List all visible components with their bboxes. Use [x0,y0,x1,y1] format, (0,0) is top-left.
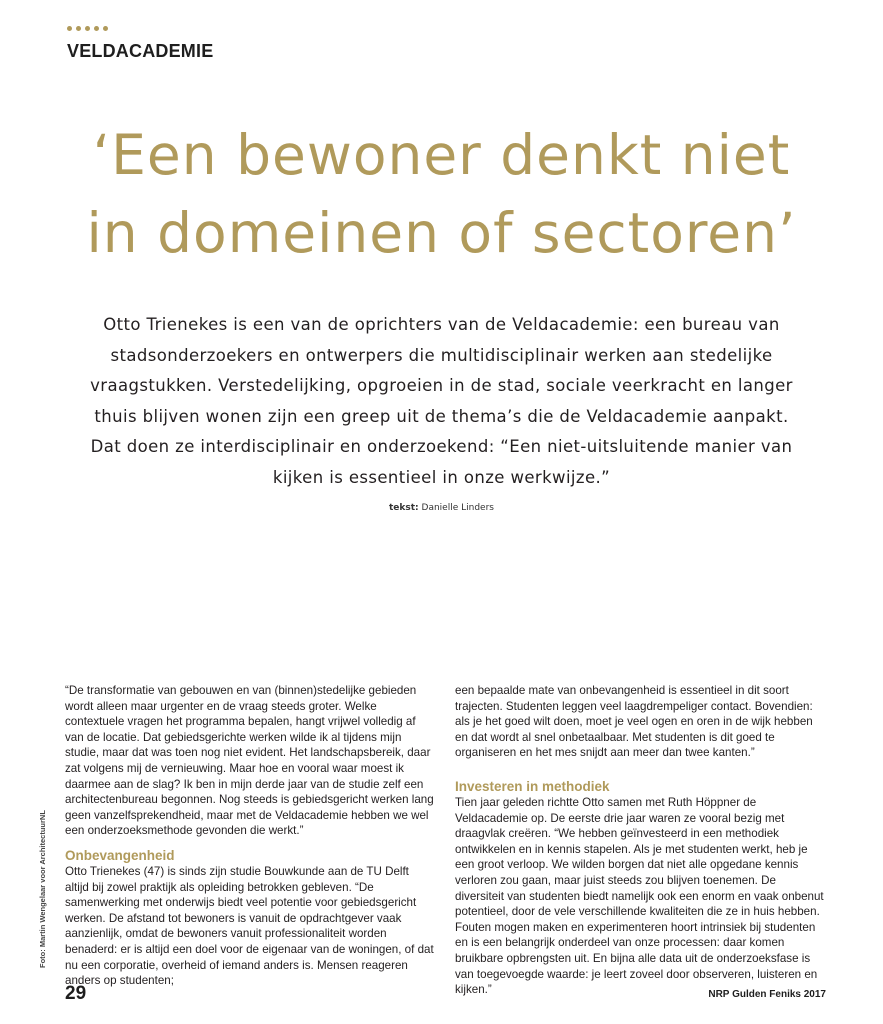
right-paragraph-1: een bepaalde mate van onbevangenheid is essentieel in dit soort trajecten. Studenten leggen veel laagdrempeliger contact. Bovendien: als je het goed wilt doen, moet je veel ogen en oren in de wijk hebben en dat wordt al snel onbetaalbaar. Met studenten is dit goed te organiseren en het mes snijdt aan meer dan twee kanten.” [455,684,813,760]
headline [0,116,883,272]
publication-name: NRP Gulden Feniks 2017 [708,989,826,1000]
photo-credit: Foto: Martin Wengelaar voor ArchitectuurNL [38,810,47,968]
byline [0,503,883,513]
page-number: 29 [65,983,87,1004]
byline-label: tekst: [389,503,419,513]
left-paragraph-1: “De transformatie van gebouwen en van (binnen)stedelijke gebieden wordt alleen maar urgenter en de vraag steeds groter. Welke contextuele vragen het programma bepalen, hangt vrijwel volledig af van de locatie. Dat gebiedsgerichte werken wilde ik al tijdens mijn studie, maar dat was toen nog niet evident. Het landschapsbereik, daar zat volgens mij de vernieuwing. Maar hoe en vooral waar moest ik daarmee aan de slag? Ik ben in mijn derde jaar van de studie zelf een architectenbureau begonnen. Nog steeds is gebiedsgericht werken lang geen vanzelfsprekendheid, maar met de Veldacademie hebben we wel een onderzoeksmethode gevonden die werkt.” [65,684,434,838]
dot-icon [85,26,90,31]
left-paragraph-2: Otto Trienekes (47) is sinds zijn studie Bouwkunde aan de TU Delft altijd bij zowel praktijk als opleiding betrokken gebleven. “De samenwerking met onderwijs biedt veel potentie voor gebiedsgericht werken. De afstand tot bewoners is vanuit de opdrachtgever vaak aanzienlijk, omdat de bewoners vanuit professionaliteit worden benaderd: er is altijd een doel voor de eigenaar van de woningen, of dat nu een corporatie, overheid of iemand anders is. Mensen reageren anders op studenten; [65,864,434,988]
dot-icon [94,26,99,31]
dot-icon [67,26,72,31]
right-paragraph-2: Tien jaar geleden richtte Otto samen met Ruth Höppner de Veldacademie op. De eerste drie jaar waren ze vooral bezig met draagvlak creëren. “We hebben geïnvesteerd in een methodiek ontwikkelen en in kennis stapelen. Als je met studenten werkt, heb je een groot verloop. We wilden borgen dat niet alle opgedane kennis verloren zou gaan, maar juist steeds zou blijven toenemen. De diversiteit van studenten biedt namelijk ook een enorm en vaak onbenut potentieel, door de vele verschillende kwaliteiten die ze in huis hebben. Fouten mogen maken en experimenteren hoort intrinsiek bij studenten en is een belangrijk onderdeel van onze processen: daar komen bruikbare opbrengsten uit. En bijna alle data uit de onderzoeksfase is van toegevoegde waarde: je leert zoveel door observeren, luisteren en kijken.” [455,795,824,997]
headline-line-1: ‘Een bewoner denkt niet [92,123,791,187]
left-column [65,683,435,989]
section-label: VELDACADEMIE [67,41,214,61]
intro-paragraph: Otto Trienekes is een van de oprichters van de Veldacademie: een bureau van stadsonderzoekers en ontwerpers die multidisciplinair werken aan stedelijke vraagstukken. Verstedelijking, opgroeien in de stad, sociale veerkracht en langer thuis blijven wonen zijn een greep uit de thema’s die de Veldacademie aanpakt. Dat doen ze interdisciplinair en onderzoekend: “Een niet-uitsluitende manier van kijken is essentieel in onze werkwijze.” [90,315,793,487]
right-column [455,683,825,998]
dot-icon [76,26,81,31]
headline-line-2: in domeinen of sectoren’ [86,201,797,265]
subheading-investeren: Investeren in methodiek [455,778,610,794]
subheading-onbevangenheid: Onbevangenheid [65,847,175,863]
byline-author: Danielle Linders [421,503,494,513]
decorative-dots [67,26,108,31]
dot-icon [103,26,108,31]
